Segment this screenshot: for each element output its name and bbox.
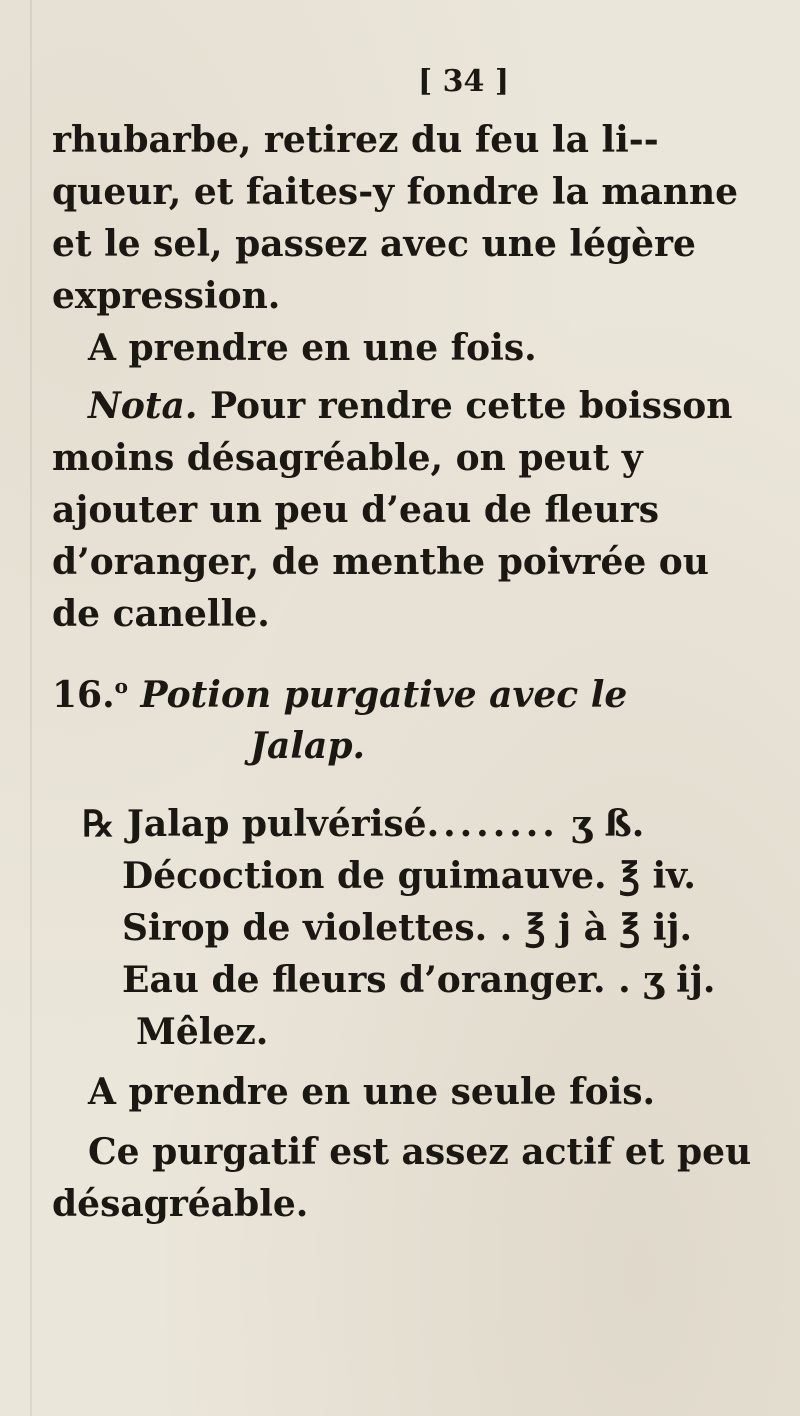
text-line: A prendre en une fois. xyxy=(88,327,537,369)
recipe-dose: ʒ ij. xyxy=(643,959,716,1001)
recipe-line xyxy=(122,959,716,1001)
recipe-ingredient: Jalap pulvérisé xyxy=(126,803,427,845)
recipe-line xyxy=(82,803,645,845)
nota-label: Nota. xyxy=(88,385,198,427)
recipe-line xyxy=(122,907,693,949)
closing-line: désagréable. xyxy=(52,1183,309,1225)
nota-line xyxy=(88,385,733,427)
recipe-dose: ʒ ß. xyxy=(571,803,645,845)
recipe-dose: ℥ j à ℥ ij. xyxy=(524,907,693,949)
text-line: et le sel, passez avec une légère xyxy=(52,223,696,265)
section-number-superscript: o xyxy=(114,674,128,698)
recipe-ingredient: Eau de fleurs d’oranger. . xyxy=(122,959,631,1001)
recipe-ingredient: Sirop de violettes. . xyxy=(122,907,513,949)
text-line: expression. xyxy=(52,275,281,317)
page-gutter xyxy=(30,0,32,1416)
nota-line: ajouter un peu d’eau de fleurs xyxy=(52,489,659,531)
nota-line: de canelle. xyxy=(52,593,270,635)
recipe-ingredient: Décoction de guimauve. xyxy=(122,855,607,897)
section-title-line2: Jalap. xyxy=(250,725,366,767)
text-line: rhubarbe, retirez du feu la li-- xyxy=(52,119,659,161)
page-number-header: [ 34 ] xyxy=(418,64,510,99)
nota-line: d’oranger, de menthe poivrée ou xyxy=(52,541,709,583)
text-line: queur, et faites-y fondre la manne xyxy=(52,171,739,213)
section-number: 16. xyxy=(52,674,115,716)
recipe-line xyxy=(122,855,696,897)
section-title xyxy=(52,674,628,716)
nota-first-line: Pour rendre cette boisson xyxy=(209,385,733,427)
section-title-line1: Potion purgative avec le xyxy=(140,674,628,716)
closing-line: Ce purgatif est assez actif et peu xyxy=(88,1131,752,1173)
recipe-dose: ℥ iv. xyxy=(619,855,696,897)
nota-line: moins désagréable, on peut y xyxy=(52,437,643,479)
recipe-symbol: ℞ xyxy=(82,803,115,845)
closing-line: A prendre en une seule fois. xyxy=(88,1071,656,1113)
recipe-instruction: Mêlez. xyxy=(136,1011,269,1053)
dot-leader: ........ xyxy=(426,803,559,845)
